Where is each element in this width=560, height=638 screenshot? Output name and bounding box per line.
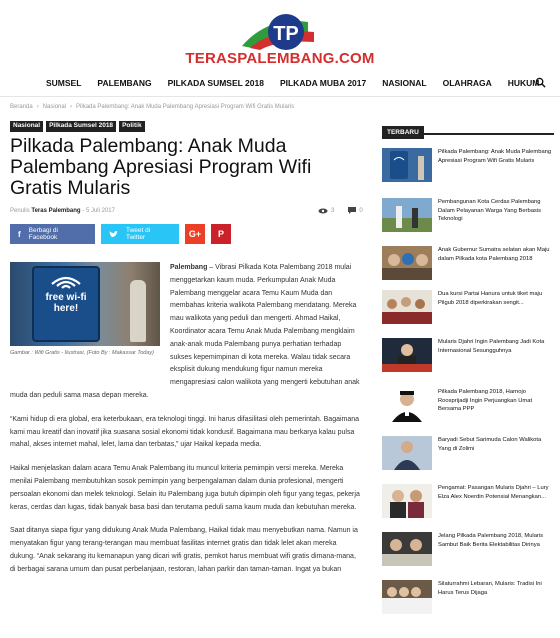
- sidebar-item[interactable]: [382, 388, 554, 426]
- breadcrumb-current: Pilkada Palembang: Anak Muda Palembang Apresiasi Program Wifi Gratis Mularis: [76, 104, 295, 110]
- pinterest-icon: P: [217, 229, 224, 239]
- sidebar-item-title[interactable]: Silaturrahmi Lebaran, Mularis: Tradisi Ini Harus Terus Dijaga: [438, 581, 542, 596]
- views-count-group: [318, 208, 334, 214]
- sidebar-item[interactable]: [382, 246, 554, 284]
- sidebar-item[interactable]: [382, 532, 554, 570]
- share-google-button[interactable]: [185, 224, 205, 244]
- category-tags: [10, 121, 145, 132]
- site-logo-text[interactable]: TERASPALEMBANG.COM: [185, 50, 375, 67]
- nav-item-pilkada-sumsel-2018[interactable]: PILKADA SUMSEL 2018: [167, 78, 264, 88]
- sidebar-thumbnail[interactable]: [382, 148, 432, 182]
- author-prefix: Penulis: [10, 208, 30, 214]
- nav-item-sumsel[interactable]: SUMSEL: [46, 78, 82, 88]
- comments-count-group[interactable]: [348, 207, 362, 214]
- article-lead: Palembang: [170, 264, 208, 271]
- share-facebook-label: Berbagi di Facebook: [28, 227, 58, 241]
- nav-item-olahraga[interactable]: OLAHRAGA: [442, 78, 492, 88]
- sidebar-thumbnail[interactable]: [382, 436, 432, 470]
- sidebar-item-title[interactable]: Dua kursi Partai Hanura untuk tiket maju Pilgub 2018 diperkirakan sengit...: [438, 291, 543, 306]
- article-meta: Penulis Teras Palembang - 5 Juli 2017: [10, 208, 115, 214]
- sidebar-item[interactable]: [382, 580, 554, 618]
- breadcrumb-category[interactable]: Nasional: [42, 104, 67, 110]
- article-paragraph: Saat ditanya siapa figur yang didukung Anak Muda Palembang, Haikal tidak mau menyebutkan nama. Namun ia menyatakan figur yang terang-terangan mau membuat fasilitas internet gratis dan tidak lelet akan mereka dukung. “Anak sekarang itu kemanapun yang dicari wifi gratis, pemkot harus membuat wifi gratis dimana-mana, di berbagai sarana umum dan pusat perbelanjaan, restoran, lahan parkir dan taman-taman. Ingat ya bukan: [10, 527, 358, 573]
- nav-item-palembang[interactable]: PALEMBANG: [97, 78, 152, 88]
- share-twitter-button[interactable]: [101, 224, 179, 244]
- sidebar-thumbnail[interactable]: [382, 246, 432, 280]
- views-count: 3: [331, 207, 335, 214]
- sidebar-item-title[interactable]: Mularis Djahri Ingin Palembang Jadi Kota Internasional Sesungguhnya: [438, 339, 545, 354]
- sidebar-item[interactable]: [382, 290, 554, 328]
- article-body: [10, 262, 362, 588]
- sidebar-item-title[interactable]: Pengamat: Pasangan Mularis Djahri – Lury Elza Alex Noerdin Potensial Menangkan...: [438, 485, 549, 500]
- share-pinterest-button[interactable]: [211, 224, 231, 244]
- sidebar-heading: [382, 121, 554, 135]
- sidebar-item-title[interactable]: Pilkada Palembang: Anak Muda Palembang Apresiasi Program Wifi Gratis Mularis: [438, 149, 552, 164]
- article-title: Pilkada Palembang: Anak Muda Palembang Apresiasi Program Wifi Gratis Mularis: [10, 135, 312, 199]
- comment-icon: [348, 207, 356, 214]
- chevron-right-icon: ›: [70, 104, 73, 110]
- article-date: 5 Juli 2017: [85, 208, 115, 214]
- sidebar-item-title[interactable]: Anak Gubernur Sumatra selatan akan Maju dalam Pilkada kota Palembang 2018: [438, 247, 550, 262]
- site-header: [0, 0, 560, 72]
- sidebar-thumbnail[interactable]: [382, 580, 432, 614]
- chevron-right-icon: ›: [36, 104, 39, 110]
- category-tag-politik[interactable]: Politik: [119, 121, 145, 132]
- sidebar-item-title[interactable]: Jelang Pilkada Palembang 2018, Mularis Sambut Baik Berita Elektabilitas Dirinya: [438, 533, 544, 548]
- search-icon[interactable]: [535, 77, 546, 88]
- eye-icon: [318, 208, 328, 214]
- sidebar-item[interactable]: [382, 484, 554, 522]
- wifi-sign-text: free wi-fi here!: [45, 292, 87, 314]
- share-twitter-label: Tweet di Twitter: [126, 227, 151, 241]
- breadcrumb: [10, 104, 294, 110]
- category-tag-nasional[interactable]: Nasional: [10, 121, 43, 132]
- logo-letters: TP: [273, 23, 299, 45]
- site-logo-icon[interactable]: [238, 12, 322, 52]
- sidebar-thumbnail[interactable]: [382, 484, 432, 518]
- author-name[interactable]: Teras Palembang: [31, 208, 81, 214]
- nav-item-hukum[interactable]: HUKUM: [507, 78, 540, 88]
- nav-item-pilkada-muba-2017[interactable]: PILKADA MUBA 2017: [279, 78, 367, 88]
- sidebar-thumbnail[interactable]: [382, 532, 432, 566]
- category-tag-pilkada-sumsel-2018[interactable]: Pilkada Sumsel 2018: [46, 121, 116, 132]
- sidebar-item[interactable]: [382, 198, 554, 236]
- sidebar-thumbnail[interactable]: [382, 290, 432, 324]
- sidebar-item[interactable]: [382, 436, 554, 474]
- sidebar-item-title[interactable]: Baryadi Sebut Sarimuda Calon Walikota Yang di Zolimi: [438, 437, 542, 452]
- google-plus-icon: G+: [188, 229, 202, 239]
- comments-count: 0: [359, 207, 363, 214]
- article-paragraph: Palembang – Vibrasi Pilkada Kota Palembang 2018 mulai menggetarkan kaum muda. Perkumpulan Anak Muda Palembang menggelar acara Temu Kaum Muda dan membahas kriteria walikota Palembang mendatang. Mereka mau walikota yang peduli dan mengerti. Ahmad Haikal, Koordinator acara Temu Anak Muda Palembang mengklaim anak-anak muda Palembang punya perhatian terhadap sukses kepemimpinan di kota mereka. Walau tidak secara eksplisit dukung mendukung figur namun mereka mengapresiasi calon walikota yang mengerti kebutuhan anak muda dan peduli sama masa depan mereka.: [10, 264, 360, 399]
- share-bar: [10, 224, 231, 244]
- sidebar-thumbnail[interactable]: [382, 198, 432, 232]
- sidebar-thumbnail[interactable]: [382, 338, 432, 372]
- nav-divider: [0, 96, 560, 97]
- share-facebook-button[interactable]: [10, 224, 95, 244]
- nav-item-nasional[interactable]: NASIONAL: [382, 78, 427, 88]
- breadcrumb-home[interactable]: Beranda: [10, 104, 33, 110]
- twitter-icon: [109, 231, 118, 238]
- main-nav: [0, 72, 560, 94]
- sidebar-item[interactable]: [382, 338, 554, 376]
- sidebar-heading-label: TERBARU: [382, 126, 424, 139]
- article-stats: [318, 207, 363, 214]
- article-paragraph: “Kami hidup di era global, era keterbukaan, era teknologi tinggi. Ini harus difasilitasi oleh pemerintah. Bagaimana kami mau kreatif dan inovatif jika suasana sosial ekonomi tidak kondusif. Bagaimana mau berkarya kalau pulsa mahal, akses internet mahal, lelet, lama dan terbatas,” ujar Haikal kepada media.: [10, 415, 360, 449]
- sidebar-item-title[interactable]: Pilkada Palembang 2018, Harnojo Roosprijadji Ingin Perjuangkan Umat Bersama PPP: [438, 389, 533, 412]
- image-caption: Gambar : Wifi Gratis - Ilustrasi, (Foto By : Makassar Today): [10, 350, 155, 356]
- sidebar-item[interactable]: [382, 148, 554, 186]
- sidebar-item-title[interactable]: Pembangunan Kota Cerdas Palembang Dalam Pelayanan Warga Yang Berbasis Teknologi: [438, 199, 542, 222]
- article-paragraph: Haikal menjelaskan dalam acara Temu Anak Palembang itu muncul kriteria pemimpin versi mereka. Mereka menilai Palembang membutuhkan sosok pemimpin yang berpengalaman dalam dunia profesional, mengerti persoalan ekonomi dan melek teknologi. Selain itu Palembang juga butuh dipimpin oleh figur yang tegas, pekerja keras, cerdas dan lugas, tidak banyak basa basi dan terutama peduli sama kaum muda dan kebutuhan mereka.: [10, 465, 360, 511]
- facebook-icon: f: [18, 229, 21, 239]
- sidebar-thumbnail[interactable]: [382, 388, 432, 422]
